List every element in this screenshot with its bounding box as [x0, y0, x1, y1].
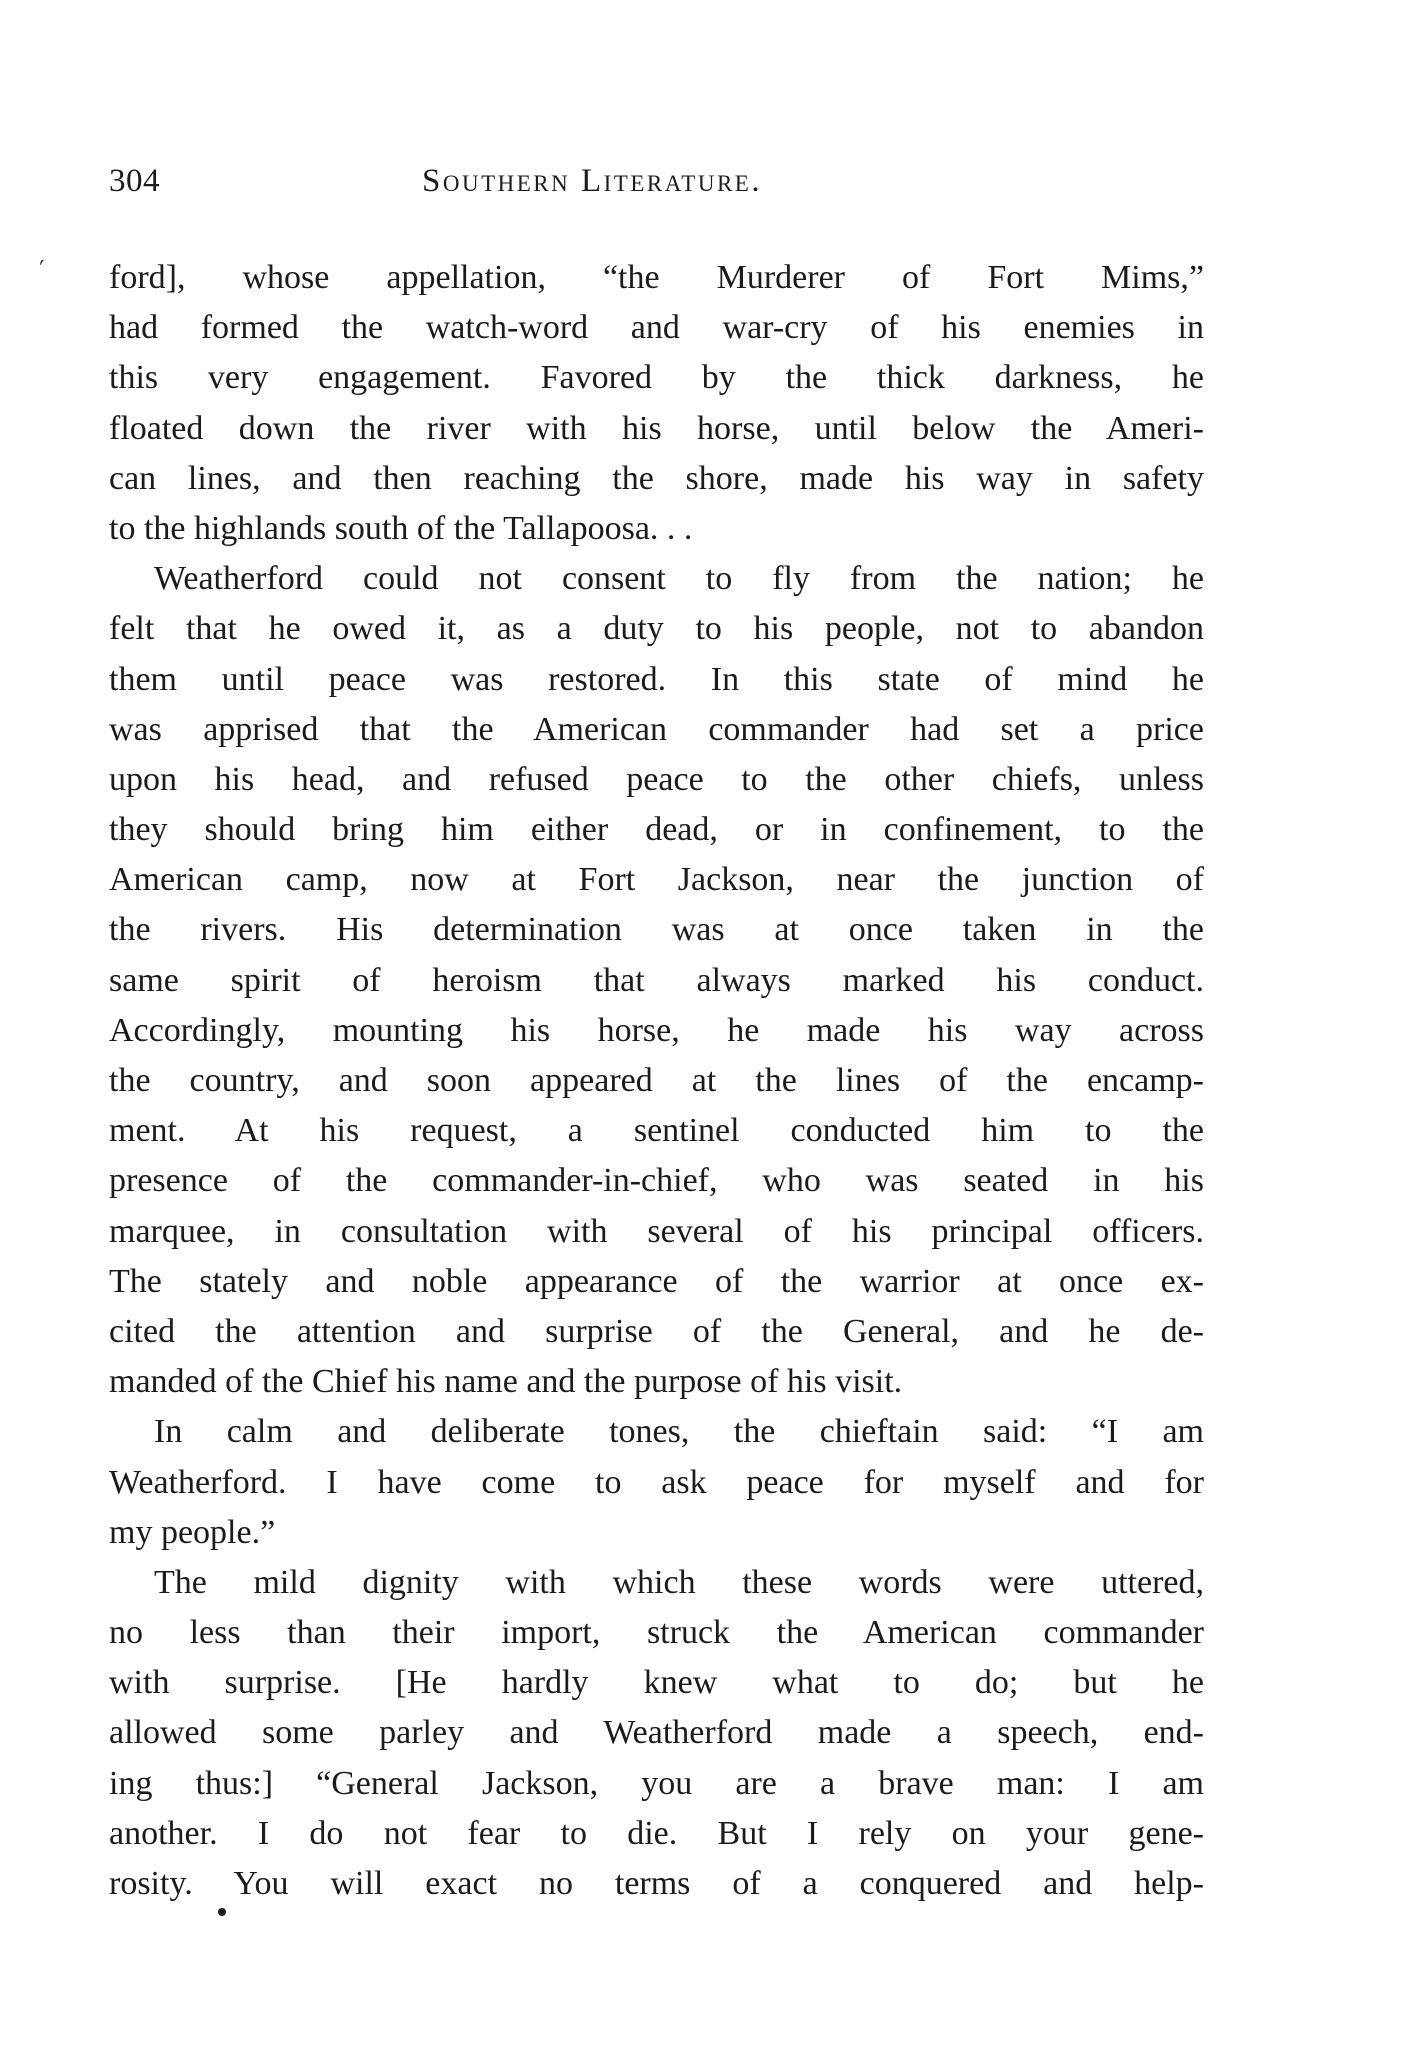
text-line: was apprised that the American commander had set a price [109, 710, 1204, 748]
text-line: felt that he owed it, as a duty to his people, not to abandon [109, 610, 1204, 648]
text-line: my people.” [109, 1513, 276, 1551]
text-line: cited the attention and surprise of the General, and he de- [109, 1312, 1204, 1350]
text-line: with surprise. [He hardly knew what to do; but he [109, 1664, 1204, 1702]
text-line: manded of the Chief his name and the purpose of his visit. [109, 1363, 903, 1401]
text-line: they should bring him either dead, or in confinement, to the [109, 811, 1204, 849]
page-number: 304 [109, 163, 160, 199]
body-text [109, 253, 1204, 1909]
running-title: Southern Literature. [422, 163, 763, 199]
text-line: allowed some parley and Weatherford made a speech, end- [109, 1714, 1204, 1752]
text-line: marquee, in consultation with several of his principal officers. [109, 1212, 1204, 1250]
text-line: upon his head, and refused peace to the other chiefs, unless [109, 760, 1204, 798]
text-line: floated down the river with his horse, until below the Ameri- [109, 409, 1204, 447]
text-line: Accordingly, mounting his horse, he made his way across [109, 1011, 1204, 1049]
text-line: can lines, and then reaching the shore, made his way in safety [109, 459, 1204, 497]
paragraph-4 [109, 1558, 1204, 1909]
paragraph-1 [109, 253, 1204, 554]
text-line: Weatherford. I have come to ask peace for myself and for [109, 1463, 1204, 1501]
text-line: the rivers. His determination was at once taken in the [109, 911, 1204, 949]
text-line: ford], whose appellation, “the Murderer of Fort Mims,” [109, 259, 1204, 296]
text-line: this very engagement. Favored by the thick darkness, he [109, 359, 1204, 397]
text-line: ment. At his request, a sentinel conducted him to the [109, 1112, 1204, 1150]
text-line: them until peace was restored. In this state of mind he [109, 660, 1204, 698]
text-line: the country, and soon appeared at the lines of the encamp- [109, 1062, 1204, 1099]
paragraph-3 [109, 1407, 1204, 1558]
margin-mark: ´ [35, 254, 54, 285]
text-line: Weatherford could not consent to fly from the nation; he [154, 560, 1204, 598]
ink-speck [218, 1908, 226, 1916]
paragraph-2 [109, 554, 1204, 1407]
text-line: presence of the commander-in-chief, who was seated in his [109, 1162, 1204, 1200]
text-line: had formed the watch-word and war-cry of his enemies in [109, 309, 1204, 347]
text-line: ing thus:] “General Jackson, you are a brave man: I am [109, 1764, 1204, 1802]
text-line: American camp, now at Fort Jackson, near the junction of [109, 861, 1204, 899]
text-line: to the highlands south of the Tallapoosa. . . [109, 509, 693, 547]
text-line: no less than their import, struck the American commander [109, 1614, 1204, 1652]
text-line: The stately and noble appearance of the warrior at once ex- [109, 1262, 1204, 1300]
page-header [109, 163, 1204, 213]
text-line: another. I do not fear to die. But I rely on your gene- [109, 1814, 1204, 1852]
text-line: same spirit of heroism that always marked his conduct. [109, 961, 1204, 999]
text-line: In calm and deliberate tones, the chieftain said: “I am [154, 1413, 1204, 1451]
text-line: The mild dignity with which these words were uttered, [154, 1563, 1204, 1601]
text-line: rosity. You will exact no terms of a conquered and help- [109, 1865, 1204, 1902]
